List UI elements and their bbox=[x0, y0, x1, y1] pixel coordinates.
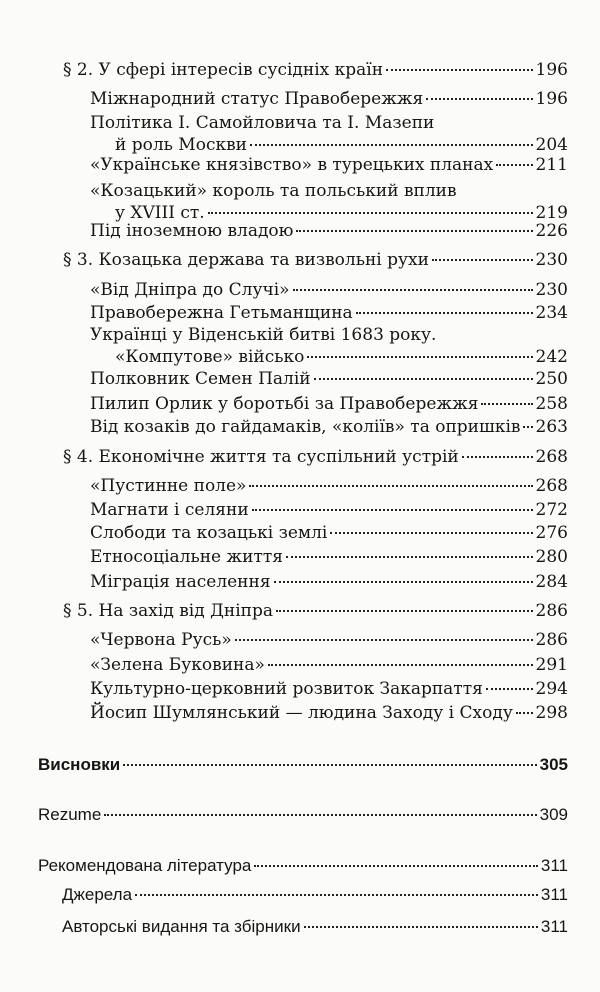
dot-leader bbox=[426, 98, 532, 100]
dot-leader bbox=[135, 894, 538, 896]
toc-subentry bbox=[0, 702, 600, 724]
toc-entry-title: Йосип Шумлянський — людина Заходу і Сходу bbox=[90, 703, 513, 723]
dot-leader bbox=[496, 164, 532, 166]
dot-leader bbox=[432, 259, 533, 261]
toc-entry-page: 311 bbox=[540, 856, 568, 875]
toc-subentry bbox=[0, 279, 600, 301]
toc-entry-page: 263 bbox=[535, 417, 568, 437]
dot-leader bbox=[274, 581, 533, 583]
toc-entry-page: 226 bbox=[535, 221, 568, 241]
toc-entry-title: Авторські видання та збірники bbox=[62, 917, 301, 936]
toc-entry-title: Пилип Орлик у боротьбі за Правобережжя bbox=[90, 394, 479, 414]
toc-subentry bbox=[0, 154, 600, 176]
toc-entry-title: «Пустинне поле» bbox=[90, 476, 247, 496]
toc-subentry bbox=[0, 302, 600, 324]
toc-entry-page: 305 bbox=[539, 755, 568, 774]
toc-entry-title: § 5. На захід від Дніпра bbox=[63, 601, 274, 621]
toc-entry-page: 258 bbox=[535, 394, 568, 414]
toc-entry-title: Правобережна Гетьманщина bbox=[90, 303, 353, 323]
toc-entry-title: § 3. Козацька держава та визвольні рухи bbox=[63, 250, 429, 270]
toc-entry-page: 294 bbox=[535, 679, 568, 699]
toc-subentry bbox=[0, 393, 600, 415]
toc-entry-page: 230 bbox=[535, 280, 568, 300]
toc-entry-title-continuation: «Компутове» військо bbox=[115, 347, 305, 367]
toc-entry-title: Міжнародний статус Правобережжя bbox=[90, 89, 424, 109]
dot-leader bbox=[249, 485, 532, 487]
toc-entry-page: 250 bbox=[535, 369, 568, 389]
dot-leader bbox=[314, 378, 533, 380]
toc-entry-page: 280 bbox=[535, 547, 568, 567]
dot-leader bbox=[462, 456, 533, 458]
dot-leader bbox=[330, 532, 532, 534]
dot-leader bbox=[254, 865, 538, 867]
dot-leader bbox=[276, 610, 533, 612]
dot-leader bbox=[250, 144, 533, 146]
toc-entry-page: 272 bbox=[535, 500, 568, 520]
toc-section-5 bbox=[0, 600, 600, 622]
toc-entry-title: «Козацький» король та польський вплив bbox=[90, 181, 457, 201]
toc-entry-title: Під іноземною владою bbox=[90, 221, 294, 241]
dot-leader bbox=[293, 289, 533, 291]
toc-entry-page: 276 bbox=[535, 523, 568, 543]
toc-entry-page: 311 bbox=[540, 885, 568, 904]
toc-subentry bbox=[0, 678, 600, 700]
toc-entry-page: 234 bbox=[535, 303, 568, 323]
toc-entry-title: Культурно-церковний розвиток Закарпаття bbox=[90, 679, 483, 699]
toc-entry-page: 291 bbox=[535, 655, 568, 675]
toc-entry-page: 268 bbox=[535, 447, 568, 467]
toc-entry-title: § 4. Економічне життя та суспільний устрій bbox=[63, 447, 459, 467]
toc-section-3 bbox=[0, 249, 600, 271]
dot-leader bbox=[481, 403, 532, 405]
toc-subentry bbox=[0, 629, 600, 651]
toc-entry-page: 268 bbox=[535, 476, 568, 496]
toc-subentry bbox=[0, 112, 600, 156]
toc-entry-title: § 2. У сфері інтересів сусідніх країн bbox=[63, 60, 384, 80]
toc-subentry bbox=[0, 324, 600, 368]
toc-entry-page: 298 bbox=[535, 703, 568, 723]
toc-entry-title: Рекомендована література bbox=[38, 856, 252, 875]
toc-recommended-literature bbox=[0, 855, 600, 877]
toc-entry-page: 284 bbox=[535, 572, 568, 592]
toc-entry-title: Висновки bbox=[38, 755, 121, 774]
toc-entry-page: 211 bbox=[535, 155, 568, 175]
toc-entry-page: 219 bbox=[535, 203, 568, 223]
toc-rezume bbox=[0, 804, 600, 826]
toc-entry-page: 204 bbox=[535, 135, 568, 155]
toc-entry-page: 286 bbox=[535, 601, 568, 621]
toc-entry-title: Слободи та козацькі землі bbox=[90, 523, 328, 543]
toc-subentry bbox=[0, 416, 600, 438]
toc-entry-title: «Від Дніпра до Случі» bbox=[90, 280, 290, 300]
toc-entry-title: «Зелена Буковина» bbox=[90, 655, 265, 675]
toc-conclusions bbox=[0, 754, 600, 776]
toc-entry-title: Етносоціальне життя bbox=[90, 547, 283, 567]
dot-leader bbox=[268, 664, 533, 666]
toc-entry-title: «Червона Русь» bbox=[90, 630, 232, 650]
dot-leader bbox=[386, 69, 532, 71]
toc-entry-page: 196 bbox=[535, 60, 568, 80]
toc-subentry bbox=[0, 180, 600, 224]
dot-leader bbox=[307, 356, 532, 358]
toc-entry-title: Міграція населення bbox=[90, 572, 271, 592]
toc-entry-title-continuation: й роль Москви bbox=[115, 135, 247, 155]
toc-entry-title: Полковник Семен Палій bbox=[90, 369, 311, 389]
toc-subentry bbox=[0, 220, 600, 242]
toc-section-4 bbox=[0, 446, 600, 468]
dot-leader bbox=[286, 556, 533, 558]
toc-entry-title: Політика І. Самойловича та І. Мазепи bbox=[90, 113, 435, 133]
toc-subentry bbox=[0, 571, 600, 593]
toc-section-2 bbox=[0, 59, 600, 81]
toc-subentry bbox=[0, 475, 600, 497]
toc-entry-page: 286 bbox=[535, 630, 568, 650]
dot-leader bbox=[356, 312, 533, 314]
toc-subentry bbox=[0, 916, 600, 938]
dot-leader bbox=[104, 814, 536, 816]
toc-entry-title: Rezume bbox=[38, 805, 102, 824]
toc-subentry bbox=[0, 654, 600, 676]
toc-subentry bbox=[0, 546, 600, 568]
dot-leader bbox=[123, 764, 536, 766]
toc-entry-title: Українці у Віденській битві 1683 року. bbox=[90, 325, 437, 345]
toc-subentry bbox=[0, 88, 600, 110]
dot-leader bbox=[523, 426, 532, 428]
dot-leader bbox=[235, 639, 533, 641]
toc-entry-page: 196 bbox=[535, 89, 568, 109]
toc-entry-title: Від козаків до гайдамаків, «коліїв» та опришків bbox=[90, 417, 521, 437]
toc-entry-page: 242 bbox=[535, 347, 568, 367]
toc-entry-title-continuation: у XVIII ст. bbox=[115, 203, 205, 223]
toc-entry-page: 309 bbox=[539, 805, 568, 824]
toc-subentry bbox=[0, 522, 600, 544]
toc-subentry bbox=[0, 884, 600, 906]
toc-entry-title: Джерела bbox=[62, 885, 133, 904]
toc-entry-title: Магнати і селяни bbox=[90, 500, 249, 520]
toc-entry-title: «Українське князівство» в турецьких планах bbox=[90, 155, 494, 175]
toc-entry-page: 230 bbox=[535, 250, 568, 270]
toc-subentry bbox=[0, 499, 600, 521]
toc-entry-page: 311 bbox=[540, 917, 568, 936]
dot-leader bbox=[252, 509, 533, 511]
dot-leader bbox=[208, 212, 533, 214]
dot-leader bbox=[516, 712, 533, 714]
toc-subentry bbox=[0, 368, 600, 390]
dot-leader bbox=[296, 230, 532, 232]
dot-leader bbox=[486, 688, 533, 690]
dot-leader bbox=[304, 926, 538, 928]
